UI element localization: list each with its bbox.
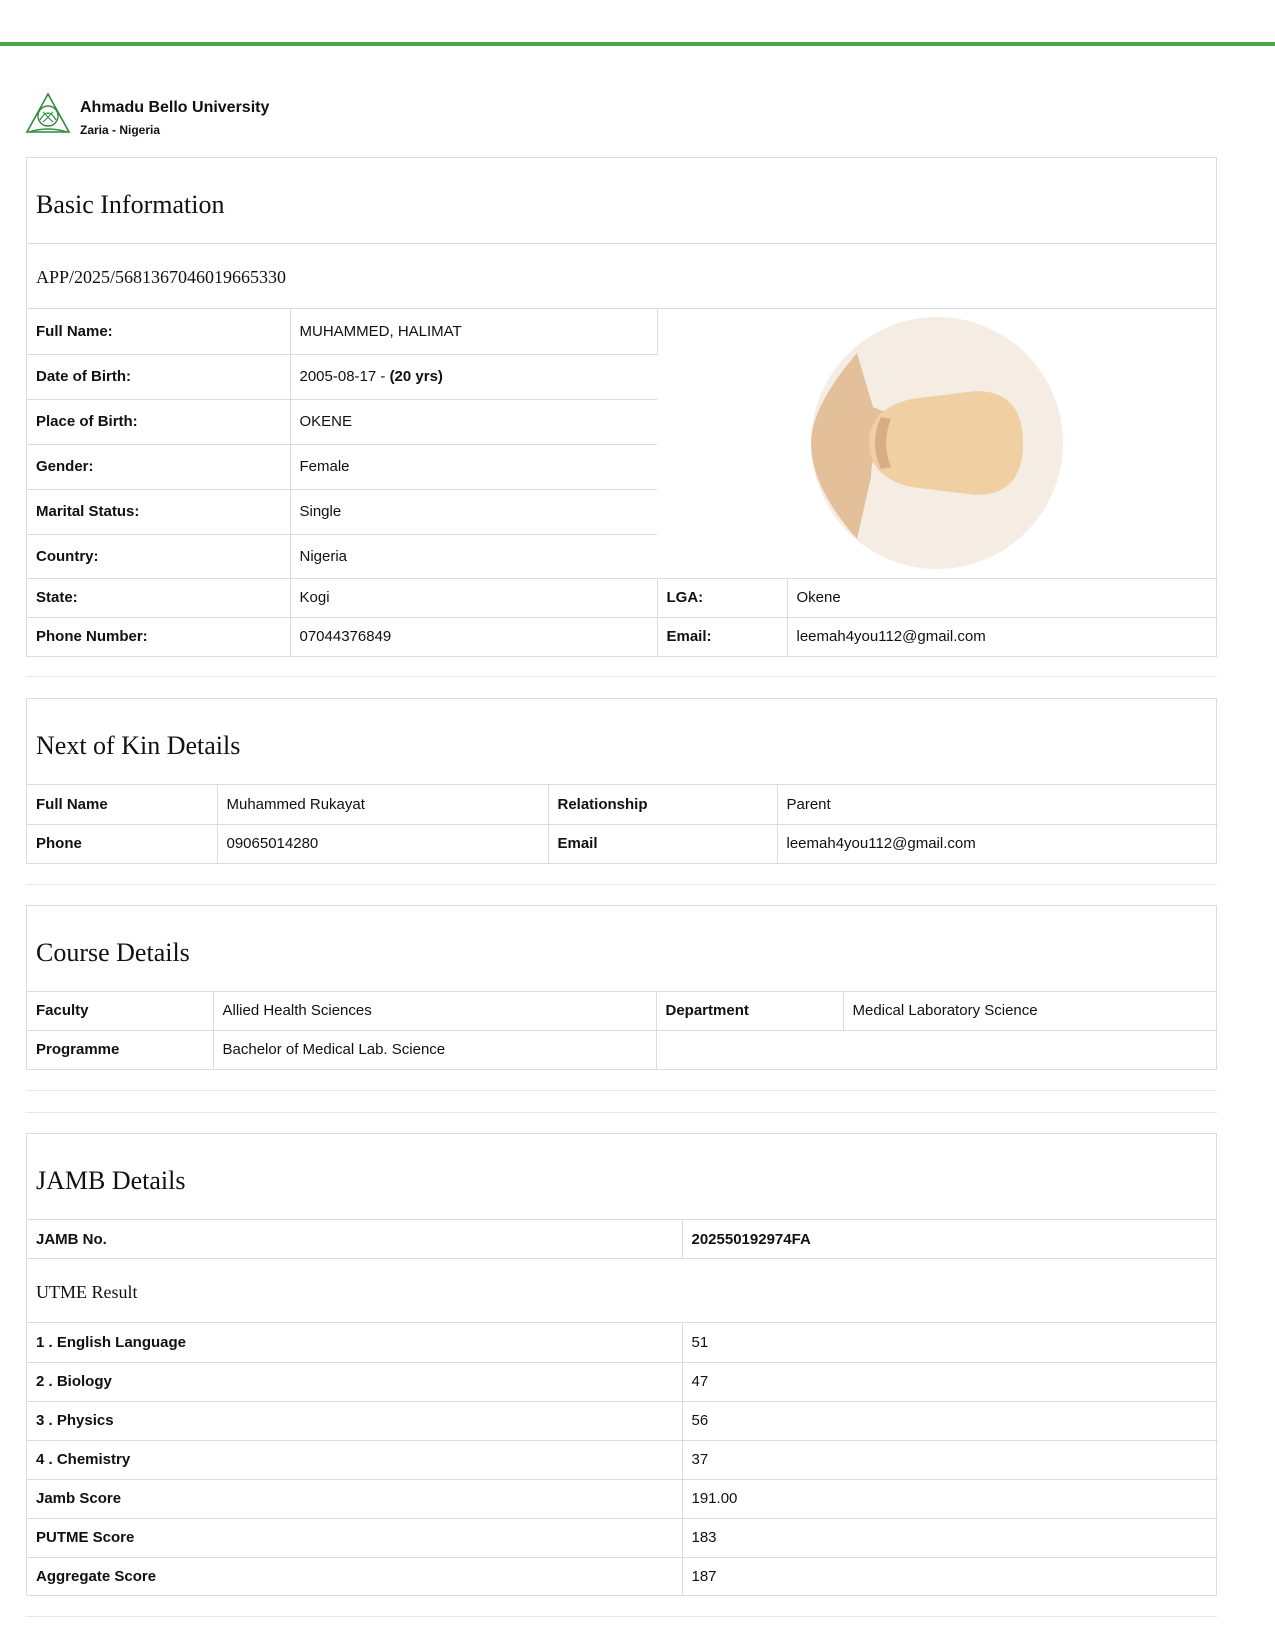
field-value: leemah4you112@gmail.com — [787, 617, 1218, 656]
field-label: Full Name: — [27, 309, 290, 354]
field-label: LGA: — [657, 578, 787, 617]
dob-value: 2005-08-17 - — [299, 368, 390, 385]
subject-label: 1 . English Language — [27, 1323, 682, 1362]
table-row — [27, 1030, 1218, 1069]
utme-result-title: UTME Result — [27, 1258, 1216, 1323]
score-value: 37 — [682, 1440, 1218, 1479]
field-label: Department — [656, 992, 843, 1030]
section-divider — [26, 676, 1217, 677]
field-label: State: — [27, 578, 290, 617]
field-label: Country: — [27, 534, 290, 578]
field-value: 09065014280 — [217, 824, 548, 863]
utme-result-table — [27, 1323, 1218, 1595]
table-row — [27, 824, 1218, 863]
score-value: 191.00 — [682, 1479, 1218, 1518]
section-divider — [26, 1090, 1217, 1091]
score-value: 56 — [682, 1401, 1218, 1440]
subject-label: 3 . Physics — [27, 1401, 682, 1440]
university-name: Ahmadu Bello University — [80, 99, 270, 116]
field-value: Kogi — [290, 578, 657, 617]
field-label: Programme — [27, 1030, 213, 1069]
table-row — [27, 578, 1218, 617]
basic-info-table — [27, 309, 1218, 656]
field-label: Email — [548, 824, 777, 863]
university-crest-icon — [25, 92, 71, 136]
field-label: Place of Birth: — [27, 399, 290, 444]
section-divider — [26, 884, 1217, 885]
field-value: Muhammed Rukayat — [217, 785, 548, 824]
table-row — [27, 992, 1218, 1030]
field-value: Single — [290, 489, 657, 534]
score-value: 47 — [682, 1362, 1218, 1401]
table-row — [27, 785, 1218, 824]
field-value: Medical Laboratory Science — [852, 1002, 1038, 1020]
photo-cell — [657, 309, 1218, 578]
field-label: Marital Status: — [27, 489, 290, 534]
section-title-jamb: JAMB Details — [27, 1134, 1216, 1220]
field-value: Bachelor of Medical Lab. Science — [213, 1030, 656, 1069]
kin-table — [27, 785, 1218, 863]
field-label: Full Name — [27, 785, 217, 824]
section-title-course: Course Details — [27, 906, 1216, 992]
section-divider — [26, 1112, 1217, 1113]
table-row — [27, 1323, 1218, 1362]
score-label: Jamb Score — [27, 1479, 682, 1518]
subject-label: 4 . Chemistry — [27, 1440, 682, 1479]
field-value: Parent — [786, 795, 831, 813]
next-of-kin-card — [26, 698, 1217, 864]
application-number: APP/2025/5681367046019665330 — [27, 244, 1216, 309]
field-label: Gender: — [27, 444, 290, 489]
score-label: PUTME Score — [27, 1518, 682, 1557]
field-label: Phone Number: — [27, 617, 290, 656]
table-row — [27, 1401, 1218, 1440]
field-label: Date of Birth: — [27, 354, 290, 399]
section-title-basic: Basic Information — [27, 158, 1216, 244]
table-row — [27, 1362, 1218, 1401]
field-label: Relationship — [548, 785, 777, 824]
course-details-card — [26, 905, 1217, 1070]
field-label: Faculty — [27, 992, 213, 1030]
user-avatar-placeholder-icon — [811, 317, 1063, 569]
field-label: Phone — [27, 824, 217, 863]
empty-cell — [656, 1030, 1218, 1069]
age-value: (20 yrs) — [389, 368, 443, 385]
field-value: MUHAMMED, HALIMAT — [290, 309, 657, 354]
basic-information-card — [26, 157, 1217, 657]
table-row — [27, 1479, 1218, 1518]
field-value: 07044376849 — [290, 617, 657, 656]
table-row — [27, 1557, 1218, 1595]
course-table — [27, 992, 1218, 1069]
table-row — [27, 1440, 1218, 1479]
table-row — [27, 309, 1218, 354]
field-value: Allied Health Sciences — [213, 992, 656, 1030]
field-value: Okene — [787, 578, 1218, 617]
field-value: leemah4you112@gmail.com — [777, 824, 1218, 863]
table-row — [27, 617, 1218, 656]
subject-label: 2 . Biology — [27, 1362, 682, 1401]
field-label: JAMB No. — [27, 1220, 682, 1258]
score-value: 187 — [682, 1557, 1218, 1595]
university-location: Zaria - Nigeria — [80, 123, 161, 137]
section-divider — [26, 1616, 1217, 1617]
field-value: Female — [290, 444, 657, 489]
table-row — [27, 1220, 1218, 1258]
field-value: Nigeria — [290, 534, 657, 578]
score-value: 51 — [691, 1333, 709, 1351]
section-title-kin: Next of Kin Details — [27, 699, 1216, 785]
table-row — [27, 1518, 1218, 1557]
score-value: 183 — [682, 1518, 1218, 1557]
field-label: Email: — [657, 617, 787, 656]
jamb-number-table — [27, 1220, 1218, 1258]
score-label: Aggregate Score — [27, 1557, 682, 1595]
field-value: OKENE — [290, 399, 657, 444]
jamb-details-card — [26, 1133, 1217, 1596]
field-value: 202550192974FA — [691, 1230, 811, 1248]
field-value — [290, 354, 657, 399]
top-accent-rule — [0, 42, 1275, 46]
